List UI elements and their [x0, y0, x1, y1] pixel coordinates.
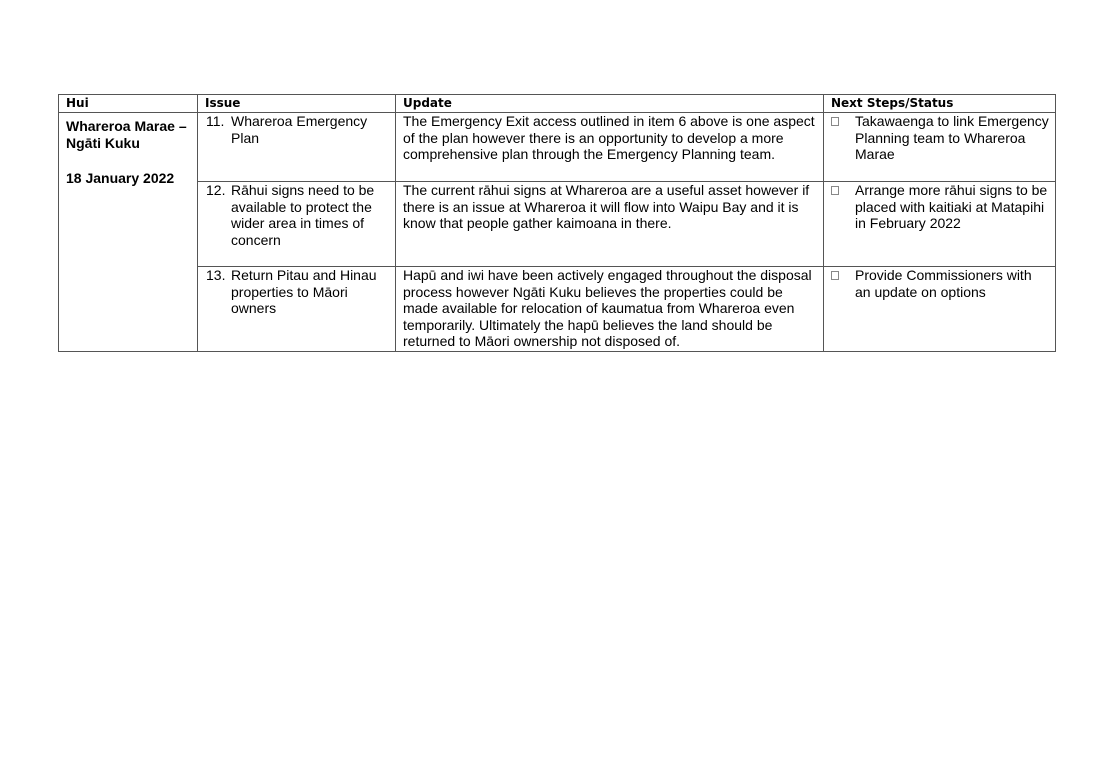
- next-step-cell: [824, 267, 1056, 352]
- hui-cell: [59, 113, 198, 352]
- table-row: [59, 113, 1056, 182]
- checkbox-icon: [831, 267, 855, 300]
- issue-text: Rāhui signs need to be available to protect the wider area in times of concern: [231, 182, 375, 248]
- header-next-steps: Next Steps/Status: [824, 95, 1056, 113]
- header-issue: Issue: [198, 95, 396, 113]
- issue-text: Return Pitau and Hinau properties to Māori owners: [231, 267, 377, 316]
- issue-cell: [198, 267, 396, 352]
- issue-cell: [198, 113, 396, 182]
- checkbox-icon: [831, 113, 855, 163]
- issue-number: 11.: [206, 113, 225, 129]
- next-step-text: Arrange more rāhui signs to be placed with kaitiaki at Matapihi in February 2022: [855, 182, 1048, 231]
- next-step-text: Provide Commissioners with an update on options: [855, 267, 1032, 300]
- header-hui: Hui: [59, 95, 198, 113]
- checkbox-icon: [831, 182, 855, 232]
- issue-text: Whareroa Emergency Plan: [231, 113, 368, 146]
- minutes-table: [58, 94, 1056, 352]
- header-update: Update: [396, 95, 824, 113]
- next-step-cell: [824, 113, 1056, 182]
- hui-date: 18 January 2022: [66, 170, 175, 186]
- next-step-text: Takawaenga to link Emergency Planning team to Whareroa Marae: [855, 113, 1049, 162]
- table-row: [59, 267, 1056, 352]
- next-step-cell: [824, 182, 1056, 267]
- table-row: [59, 182, 1056, 267]
- issue-cell: [198, 182, 396, 267]
- issue-number: 13.: [206, 267, 226, 283]
- table-header-row: [59, 95, 1056, 113]
- update-cell: The current rāhui signs at Whareroa are a useful asset however if there is an issue at Whareroa it will flow into Waipu Bay and it is know that people gather kaimoana in there.: [396, 182, 824, 267]
- update-cell: Hapū and iwi have been actively engaged throughout the disposal process however Ngāti Kuku believes the properties could be made available for relocation of kaumatua from Whareroa even temporarily. Ultimately the hapū believes the land should be returned to Māori ownership not disposed of.: [396, 267, 824, 352]
- issue-number: 12.: [206, 182, 226, 198]
- hui-name: Whareroa Marae – Ngāti Kuku: [66, 118, 187, 151]
- update-cell: The Emergency Exit access outlined in item 6 above is one aspect of the plan however there is an opportunity to develop a more comprehensive plan through the Emergency Planning team.: [396, 113, 824, 182]
